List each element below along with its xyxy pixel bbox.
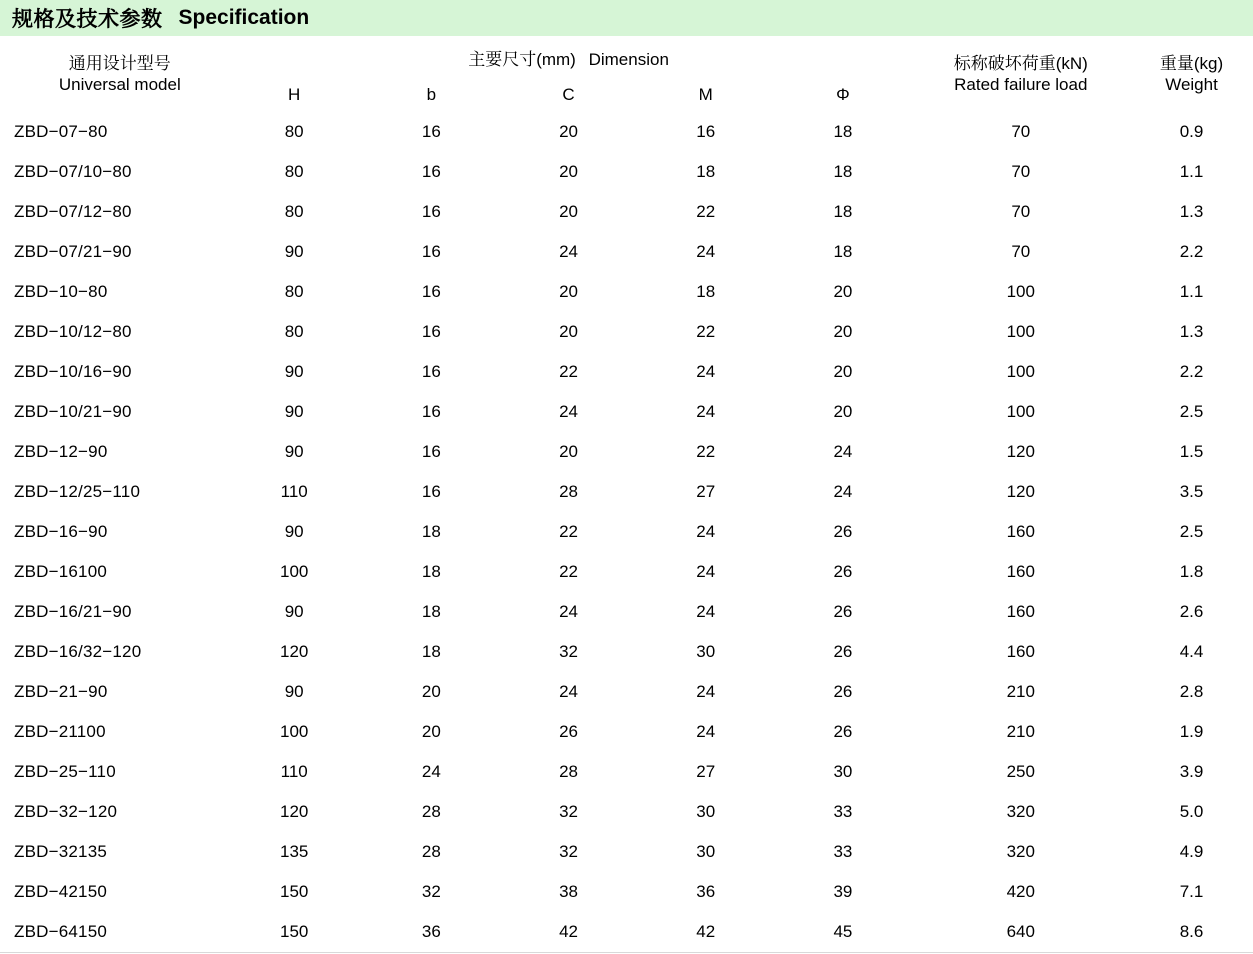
cell-rated-failure-load: 100 — [1006, 362, 1035, 381]
cell-dim-h: 90 — [284, 402, 304, 421]
cell-model: ZBD−42150 — [14, 882, 108, 901]
cell-rated-failure-load: 210 — [1006, 722, 1035, 741]
cell-dim-c: 28 — [559, 482, 579, 501]
table-row — [0, 312, 1253, 352]
cell-dim-c: 20 — [559, 322, 579, 341]
cell-dim-c: 20 — [559, 442, 579, 461]
header-sub-c: C — [562, 85, 575, 104]
table-row — [0, 512, 1253, 552]
cell-dim-h: 120 — [280, 802, 309, 821]
cell-dim-phi: 20 — [833, 322, 853, 341]
table-row — [0, 912, 1253, 952]
table-row — [0, 792, 1253, 832]
header-universal-model — [0, 36, 226, 112]
cell-dim-m: 24 — [696, 682, 716, 701]
cell-dim-b: 36 — [363, 912, 500, 952]
cell-model: ZBD−10/21−90 — [14, 402, 132, 421]
cell-weight: 1.5 — [1179, 442, 1204, 461]
cell-model: ZBD−21100 — [14, 722, 106, 741]
cell-dim-h: 110 — [280, 482, 308, 501]
cell-dim-h: 100 — [280, 562, 309, 581]
cell-dim-b: 16 — [421, 282, 441, 301]
header-sub-phi: Φ — [836, 85, 850, 104]
cell-dim-h: 150 — [280, 882, 309, 901]
cell-dim-phi: 33 — [833, 802, 853, 821]
cell-dim-c: 20 — [559, 122, 579, 141]
cell-model: ZBD−16−90 — [14, 522, 108, 541]
table-row — [0, 872, 1253, 912]
cell-dim-c: 26 — [559, 722, 579, 741]
cell-model: ZBD−10/16−90 — [14, 362, 132, 381]
cell-model: ZBD−07/21−90 — [14, 242, 132, 261]
table-row — [0, 432, 1253, 472]
cell-dim-m: 27 — [696, 482, 716, 501]
header-weight — [1130, 36, 1253, 112]
header-dimension-en: Dimension — [588, 49, 669, 69]
cell-model: ZBD−10−80 — [14, 282, 108, 301]
cell-dim-c: 38 — [559, 882, 579, 901]
cell-dim-phi: 26 — [833, 602, 853, 621]
page-title-cn: 规格及技术参数 — [12, 8, 163, 31]
cell-weight: 1.1 — [1179, 162, 1204, 181]
cell-dim-b: 20 — [421, 722, 441, 741]
cell-model: ZBD−16/32−120 — [14, 642, 142, 661]
cell-dim-phi: 26 — [833, 682, 853, 701]
table-row — [0, 552, 1253, 592]
cell-rated-failure-load: 70 — [1011, 242, 1031, 261]
cell-weight: 0.9 — [1179, 122, 1204, 141]
cell-dim-m: 24 — [696, 522, 716, 541]
cell-model: ZBD−32135 — [14, 842, 108, 861]
cell-model: ZBD−25−110 — [14, 762, 116, 781]
cell-rated-failure-load: 120 — [1006, 442, 1035, 461]
cell-dim-m: 24 — [696, 242, 716, 261]
cell-weight: 1.9 — [1179, 722, 1204, 741]
cell-rated-failure-load: 210 — [1006, 682, 1035, 701]
cell-rated-failure-load: 160 — [1006, 642, 1035, 661]
specification-table — [0, 36, 1253, 953]
cell-model: ZBD−16100 — [14, 562, 108, 581]
cell-dim-b: 32 — [421, 882, 441, 901]
cell-weight: 2.8 — [1179, 682, 1204, 701]
cell-dim-b: 16 — [421, 482, 441, 501]
cell-model: ZBD−12/25−110 — [14, 482, 141, 501]
cell-weight: 8.6 — [1130, 912, 1253, 952]
cell-dim-b: 18 — [421, 522, 441, 541]
cell-model: ZBD−10/12−80 — [14, 322, 132, 341]
cell-dim-c: 28 — [559, 762, 579, 781]
cell-dim-m: 24 — [696, 402, 716, 421]
cell-dim-phi: 24 — [833, 482, 853, 501]
cell-dim-phi: 33 — [833, 842, 853, 861]
cell-dim-c: 24 — [559, 682, 579, 701]
header-sub-m: M — [698, 85, 713, 104]
cell-dim-h: 80 — [284, 322, 304, 341]
cell-rated-failure-load: 100 — [1006, 322, 1035, 341]
cell-weight: 7.1 — [1179, 882, 1204, 901]
cell-rated-failure-load: 160 — [1006, 562, 1035, 581]
cell-model: ZBD−32−120 — [14, 802, 118, 821]
cell-dim-c: 22 — [559, 522, 579, 541]
table-row — [0, 672, 1253, 712]
cell-dim-b: 16 — [421, 202, 441, 221]
cell-dim-m: 27 — [696, 762, 716, 781]
cell-weight: 1.8 — [1179, 562, 1204, 581]
cell-dim-phi: 45 — [774, 912, 911, 952]
cell-dim-m: 36 — [696, 882, 716, 901]
cell-model: ZBD−64150 — [0, 912, 226, 952]
cell-dim-h: 135 — [280, 842, 309, 861]
cell-dim-c: 24 — [559, 602, 579, 621]
cell-rated-failure-load: 160 — [1006, 602, 1035, 621]
cell-dim-b: 16 — [421, 122, 441, 141]
cell-dim-b: 16 — [421, 162, 441, 181]
table-row — [0, 112, 1253, 152]
cell-weight: 5.0 — [1179, 802, 1204, 821]
cell-weight: 1.3 — [1179, 202, 1204, 221]
table-row — [0, 752, 1253, 792]
cell-dim-m: 24 — [696, 562, 716, 581]
cell-dim-m: 18 — [696, 282, 716, 301]
header-sub-b: b — [426, 85, 437, 104]
cell-model: ZBD−07−80 — [14, 122, 108, 141]
cell-rated-failure-load: 70 — [1011, 162, 1031, 181]
cell-dim-m: 30 — [696, 842, 716, 861]
cell-rated-failure-load: 320 — [1006, 802, 1035, 821]
cell-dim-c: 24 — [559, 402, 579, 421]
page-title-en: Specification — [178, 6, 310, 29]
cell-dim-b: 18 — [421, 642, 441, 661]
table-row — [0, 192, 1253, 232]
cell-dim-c: 22 — [559, 362, 579, 381]
cell-weight: 1.1 — [1179, 282, 1204, 301]
cell-weight: 2.5 — [1179, 402, 1204, 421]
header-sub-h: H — [288, 85, 301, 104]
cell-dim-m: 24 — [696, 722, 716, 741]
header-rated-failure-load-cn: 标称破坏荷重(kN) — [953, 53, 1088, 73]
cell-dim-phi: 26 — [833, 522, 853, 541]
cell-rated-failure-load: 160 — [1006, 522, 1035, 541]
cell-dim-phi: 30 — [833, 762, 853, 781]
header-dimension-cn: 主要尺寸(mm) — [468, 49, 576, 69]
cell-rated-failure-load: 250 — [1006, 762, 1035, 781]
cell-dim-b: 28 — [421, 802, 441, 821]
cell-dim-h: 90 — [284, 522, 304, 541]
cell-model: ZBD−16/21−90 — [14, 602, 132, 621]
cell-dim-phi: 18 — [833, 162, 853, 181]
table-row — [0, 392, 1253, 432]
cell-dim-phi: 20 — [833, 282, 853, 301]
cell-model: ZBD−21−90 — [14, 682, 108, 701]
header-universal-model-en: Universal model — [58, 75, 181, 94]
header-weight-cn: 重量(kg) — [1159, 53, 1224, 73]
cell-dim-m: 16 — [696, 122, 716, 141]
table-row — [0, 712, 1253, 752]
header-dimension — [226, 36, 912, 78]
cell-dim-h: 150 — [226, 912, 363, 952]
cell-dim-h: 100 — [280, 722, 309, 741]
cell-dim-m: 24 — [696, 602, 716, 621]
table-body — [0, 112, 1253, 952]
cell-dim-h: 110 — [280, 762, 308, 781]
cell-dim-c: 32 — [559, 802, 579, 821]
cell-dim-m: 22 — [696, 322, 716, 341]
table-row — [0, 632, 1253, 672]
cell-dim-c: 32 — [559, 642, 579, 661]
header-rated-failure-load — [912, 36, 1130, 112]
page-title-banner — [0, 0, 1253, 36]
cell-weight: 2.6 — [1179, 602, 1204, 621]
cell-dim-c: 20 — [559, 282, 579, 301]
cell-dim-b: 20 — [421, 682, 441, 701]
cell-dim-phi: 20 — [833, 362, 853, 381]
cell-rated-failure-load: 100 — [1006, 402, 1035, 421]
cell-dim-c: 24 — [559, 242, 579, 261]
cell-rated-failure-load: 100 — [1006, 282, 1035, 301]
header-rated-failure-load-en: Rated failure load — [954, 75, 1088, 94]
table-row — [0, 352, 1253, 392]
cell-dim-h: 90 — [284, 242, 304, 261]
cell-dim-b: 16 — [421, 442, 441, 461]
cell-dim-c: 20 — [559, 202, 579, 221]
cell-model: ZBD−12−90 — [14, 442, 108, 461]
cell-weight: 1.3 — [1179, 322, 1204, 341]
cell-dim-c: 42 — [500, 912, 637, 952]
cell-dim-phi: 20 — [833, 402, 853, 421]
cell-dim-m: 22 — [696, 442, 716, 461]
cell-dim-h: 80 — [284, 282, 304, 301]
cell-weight: 3.5 — [1179, 482, 1204, 501]
cell-model: ZBD−07/12−80 — [14, 202, 132, 221]
cell-dim-h: 90 — [284, 602, 304, 621]
cell-dim-h: 120 — [280, 642, 309, 661]
cell-dim-m: 24 — [696, 362, 716, 381]
cell-model: ZBD−07/10−80 — [14, 162, 132, 181]
cell-weight: 4.4 — [1179, 642, 1204, 661]
cell-dim-h: 80 — [284, 202, 304, 221]
cell-dim-h: 90 — [284, 682, 304, 701]
cell-rated-failure-load: 120 — [1006, 482, 1035, 501]
table-row — [0, 472, 1253, 512]
cell-dim-b: 18 — [421, 562, 441, 581]
table-row — [0, 272, 1253, 312]
cell-dim-b: 28 — [421, 842, 441, 861]
cell-rated-failure-load: 70 — [1011, 122, 1031, 141]
cell-weight: 2.2 — [1179, 242, 1204, 261]
cell-dim-h: 90 — [284, 362, 304, 381]
cell-dim-phi: 26 — [833, 642, 853, 661]
cell-dim-b: 16 — [421, 402, 441, 421]
cell-weight: 2.2 — [1179, 362, 1204, 381]
cell-dim-m: 30 — [696, 802, 716, 821]
cell-dim-c: 32 — [559, 842, 579, 861]
cell-dim-b: 16 — [421, 362, 441, 381]
cell-dim-h: 80 — [284, 162, 304, 181]
cell-dim-phi: 26 — [833, 722, 853, 741]
cell-dim-b: 18 — [421, 602, 441, 621]
cell-dim-m: 42 — [637, 912, 774, 952]
cell-dim-m: 30 — [696, 642, 716, 661]
cell-dim-b: 24 — [421, 762, 441, 781]
header-weight-en: Weight — [1165, 75, 1218, 94]
cell-rated-failure-load: 70 — [1011, 202, 1031, 221]
cell-dim-phi: 18 — [833, 122, 853, 141]
cell-weight: 4.9 — [1179, 842, 1204, 861]
table-header — [0, 36, 1253, 112]
cell-rated-failure-load: 640 — [912, 912, 1130, 952]
cell-weight: 2.5 — [1179, 522, 1204, 541]
cell-rated-failure-load: 420 — [1006, 882, 1035, 901]
cell-dim-h: 90 — [284, 442, 304, 461]
cell-dim-b: 16 — [421, 322, 441, 341]
table-row — [0, 832, 1253, 872]
cell-dim-m: 18 — [696, 162, 716, 181]
cell-dim-phi: 18 — [833, 242, 853, 261]
cell-rated-failure-load: 320 — [1006, 842, 1035, 861]
cell-dim-phi: 24 — [833, 442, 853, 461]
table-row — [0, 232, 1253, 272]
cell-dim-c: 20 — [559, 162, 579, 181]
cell-dim-c: 22 — [559, 562, 579, 581]
table-row — [0, 152, 1253, 192]
table-row — [0, 592, 1253, 632]
cell-dim-m: 22 — [696, 202, 716, 221]
cell-dim-phi: 26 — [833, 562, 853, 581]
cell-weight: 3.9 — [1179, 762, 1204, 781]
header-universal-model-cn: 通用设计型号 — [68, 53, 171, 73]
cell-dim-b: 16 — [421, 242, 441, 261]
cell-dim-phi: 18 — [833, 202, 853, 221]
cell-dim-h: 80 — [284, 122, 304, 141]
cell-dim-phi: 39 — [833, 882, 853, 901]
